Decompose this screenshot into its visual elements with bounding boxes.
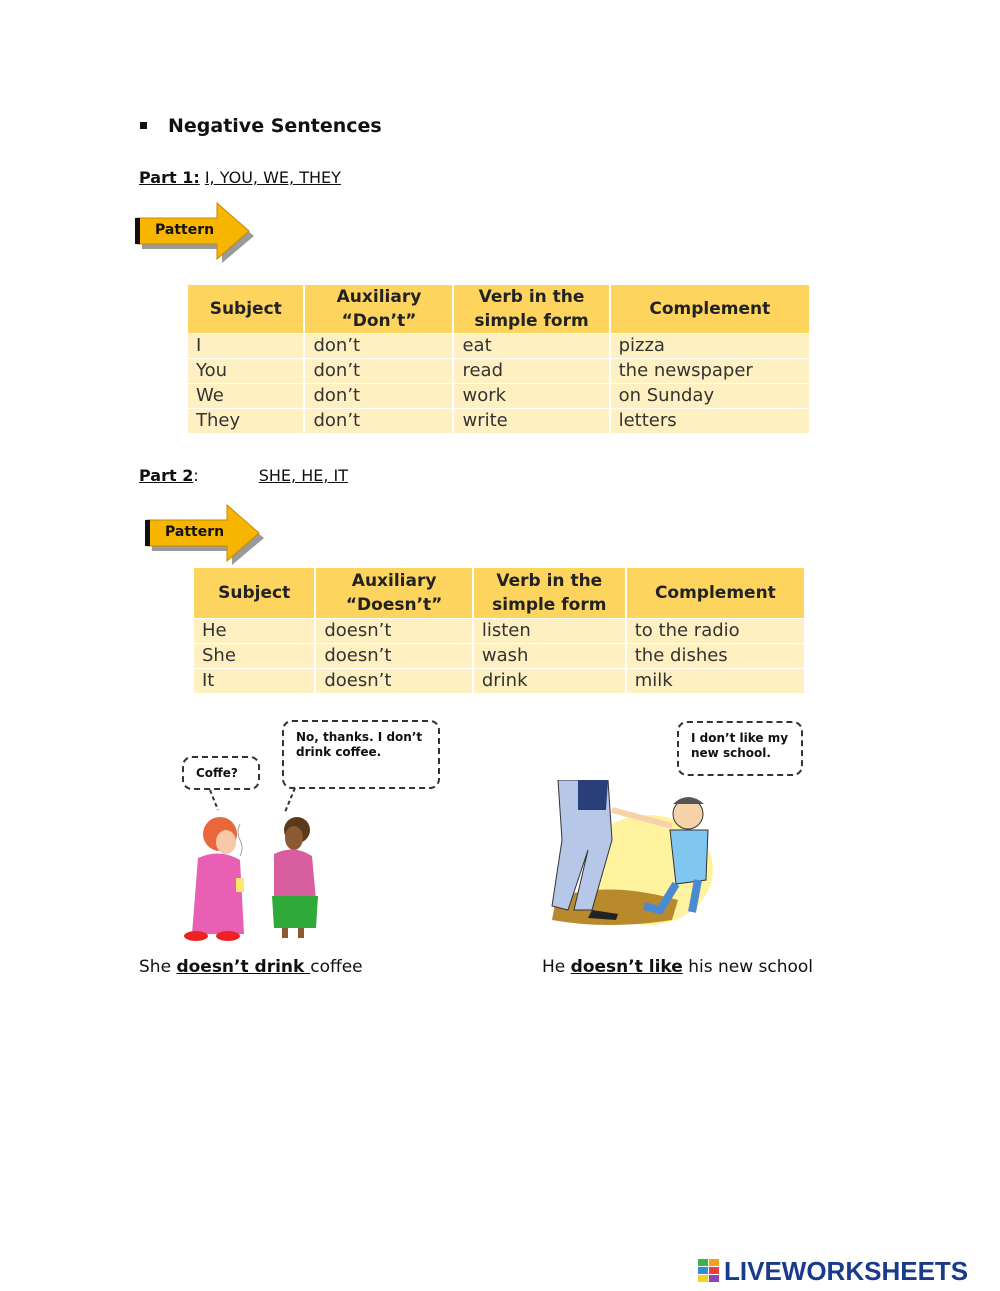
table-header-cell: Complement xyxy=(626,568,804,619)
part2-label: Part 2 xyxy=(139,466,194,485)
table-cell: write xyxy=(453,409,609,434)
part2-colon: : xyxy=(193,466,199,485)
table-row xyxy=(188,334,809,359)
caption-right xyxy=(542,957,813,977)
table-cell: doesn’t xyxy=(315,669,473,694)
caption-right-bold: doesn’t like xyxy=(570,957,683,977)
part1-title xyxy=(139,168,341,187)
table-header-cell: Complement xyxy=(610,285,809,334)
pattern-label-1: Pattern xyxy=(155,222,215,238)
table-cell: We xyxy=(188,384,304,409)
part2-title xyxy=(139,466,348,485)
bubble-school: I don’t like my new school. xyxy=(677,721,803,776)
table-cell: I xyxy=(188,334,304,359)
table-cell: the newspaper xyxy=(610,359,809,384)
women-coffee-illustration xyxy=(170,786,330,946)
table-cell: You xyxy=(188,359,304,384)
boy-school-illustration xyxy=(548,780,728,940)
table-cell: She xyxy=(194,644,315,669)
part1-pronouns: I, YOU, WE, THEY xyxy=(204,168,341,187)
table-cell: the dishes xyxy=(626,644,804,669)
table-header-cell: Auxiliary “Don’t” xyxy=(304,285,453,334)
table-row xyxy=(188,359,809,384)
table-cell: pizza xyxy=(610,334,809,359)
caption-left-bold: doesn’t drink xyxy=(176,957,311,977)
table-cell: don’t xyxy=(304,384,453,409)
pattern-label-2: Pattern xyxy=(165,524,225,540)
table-cell: doesn’t xyxy=(315,644,473,669)
caption-right-pre: He xyxy=(542,957,571,977)
table-header-row xyxy=(188,285,809,334)
table-header-cell: Verb in the simple form xyxy=(473,568,626,619)
table-cell: milk xyxy=(626,669,804,694)
table-cell: It xyxy=(194,669,315,694)
table-cell: He xyxy=(194,619,315,644)
table-cell: to the radio xyxy=(626,619,804,644)
table-cell: work xyxy=(453,384,609,409)
logo-blocks-icon xyxy=(698,1259,720,1283)
table-cell: eat xyxy=(453,334,609,359)
pattern-arrow-2 xyxy=(143,502,267,568)
table-cell: don’t xyxy=(304,409,453,434)
liveworksheets-logo[interactable] xyxy=(698,1256,998,1286)
table-header-cell: Subject xyxy=(194,568,315,619)
bullet-marker xyxy=(140,122,147,129)
table-row xyxy=(194,669,804,694)
table-cell: They xyxy=(188,409,304,434)
table-row xyxy=(194,619,804,644)
caption-right-post: his new school xyxy=(682,957,814,977)
table-row xyxy=(188,409,809,434)
part2-pronouns: SHE, HE, IT xyxy=(258,466,349,485)
caption-left xyxy=(139,957,363,977)
table-header-row xyxy=(194,568,804,619)
table-header-cell: Subject xyxy=(188,285,304,334)
pattern-arrow-1 xyxy=(133,200,257,266)
table-cell: wash xyxy=(473,644,626,669)
table-cell: read xyxy=(453,359,609,384)
table-cell: don’t xyxy=(304,334,453,359)
table-row xyxy=(194,644,804,669)
table-header-cell: Auxiliary “Doesn’t” xyxy=(315,568,473,619)
part1-label: Part 1: xyxy=(139,168,200,187)
bubble-coffee-answer: No, thanks. I don’t drink coffee. xyxy=(282,720,440,789)
table-cell: on Sunday xyxy=(610,384,809,409)
table-cell: listen xyxy=(473,619,626,644)
page-heading: Negative Sentences xyxy=(168,115,382,137)
table-header-cell: Verb in the simple form xyxy=(453,285,609,334)
caption-left-pre: She xyxy=(139,957,177,977)
table-cell: doesn’t xyxy=(315,619,473,644)
caption-left-post: coffee xyxy=(310,957,363,977)
table-cell: drink xyxy=(473,669,626,694)
bubble-coffee-question: Coffe? xyxy=(182,756,260,790)
logo-text: LIVEWORKSHEETS xyxy=(724,1256,969,1286)
table-cell: letters xyxy=(610,409,809,434)
table-cell: don’t xyxy=(304,359,453,384)
dont-table xyxy=(188,285,809,433)
doesnt-table xyxy=(194,568,804,693)
table-row xyxy=(188,384,809,409)
